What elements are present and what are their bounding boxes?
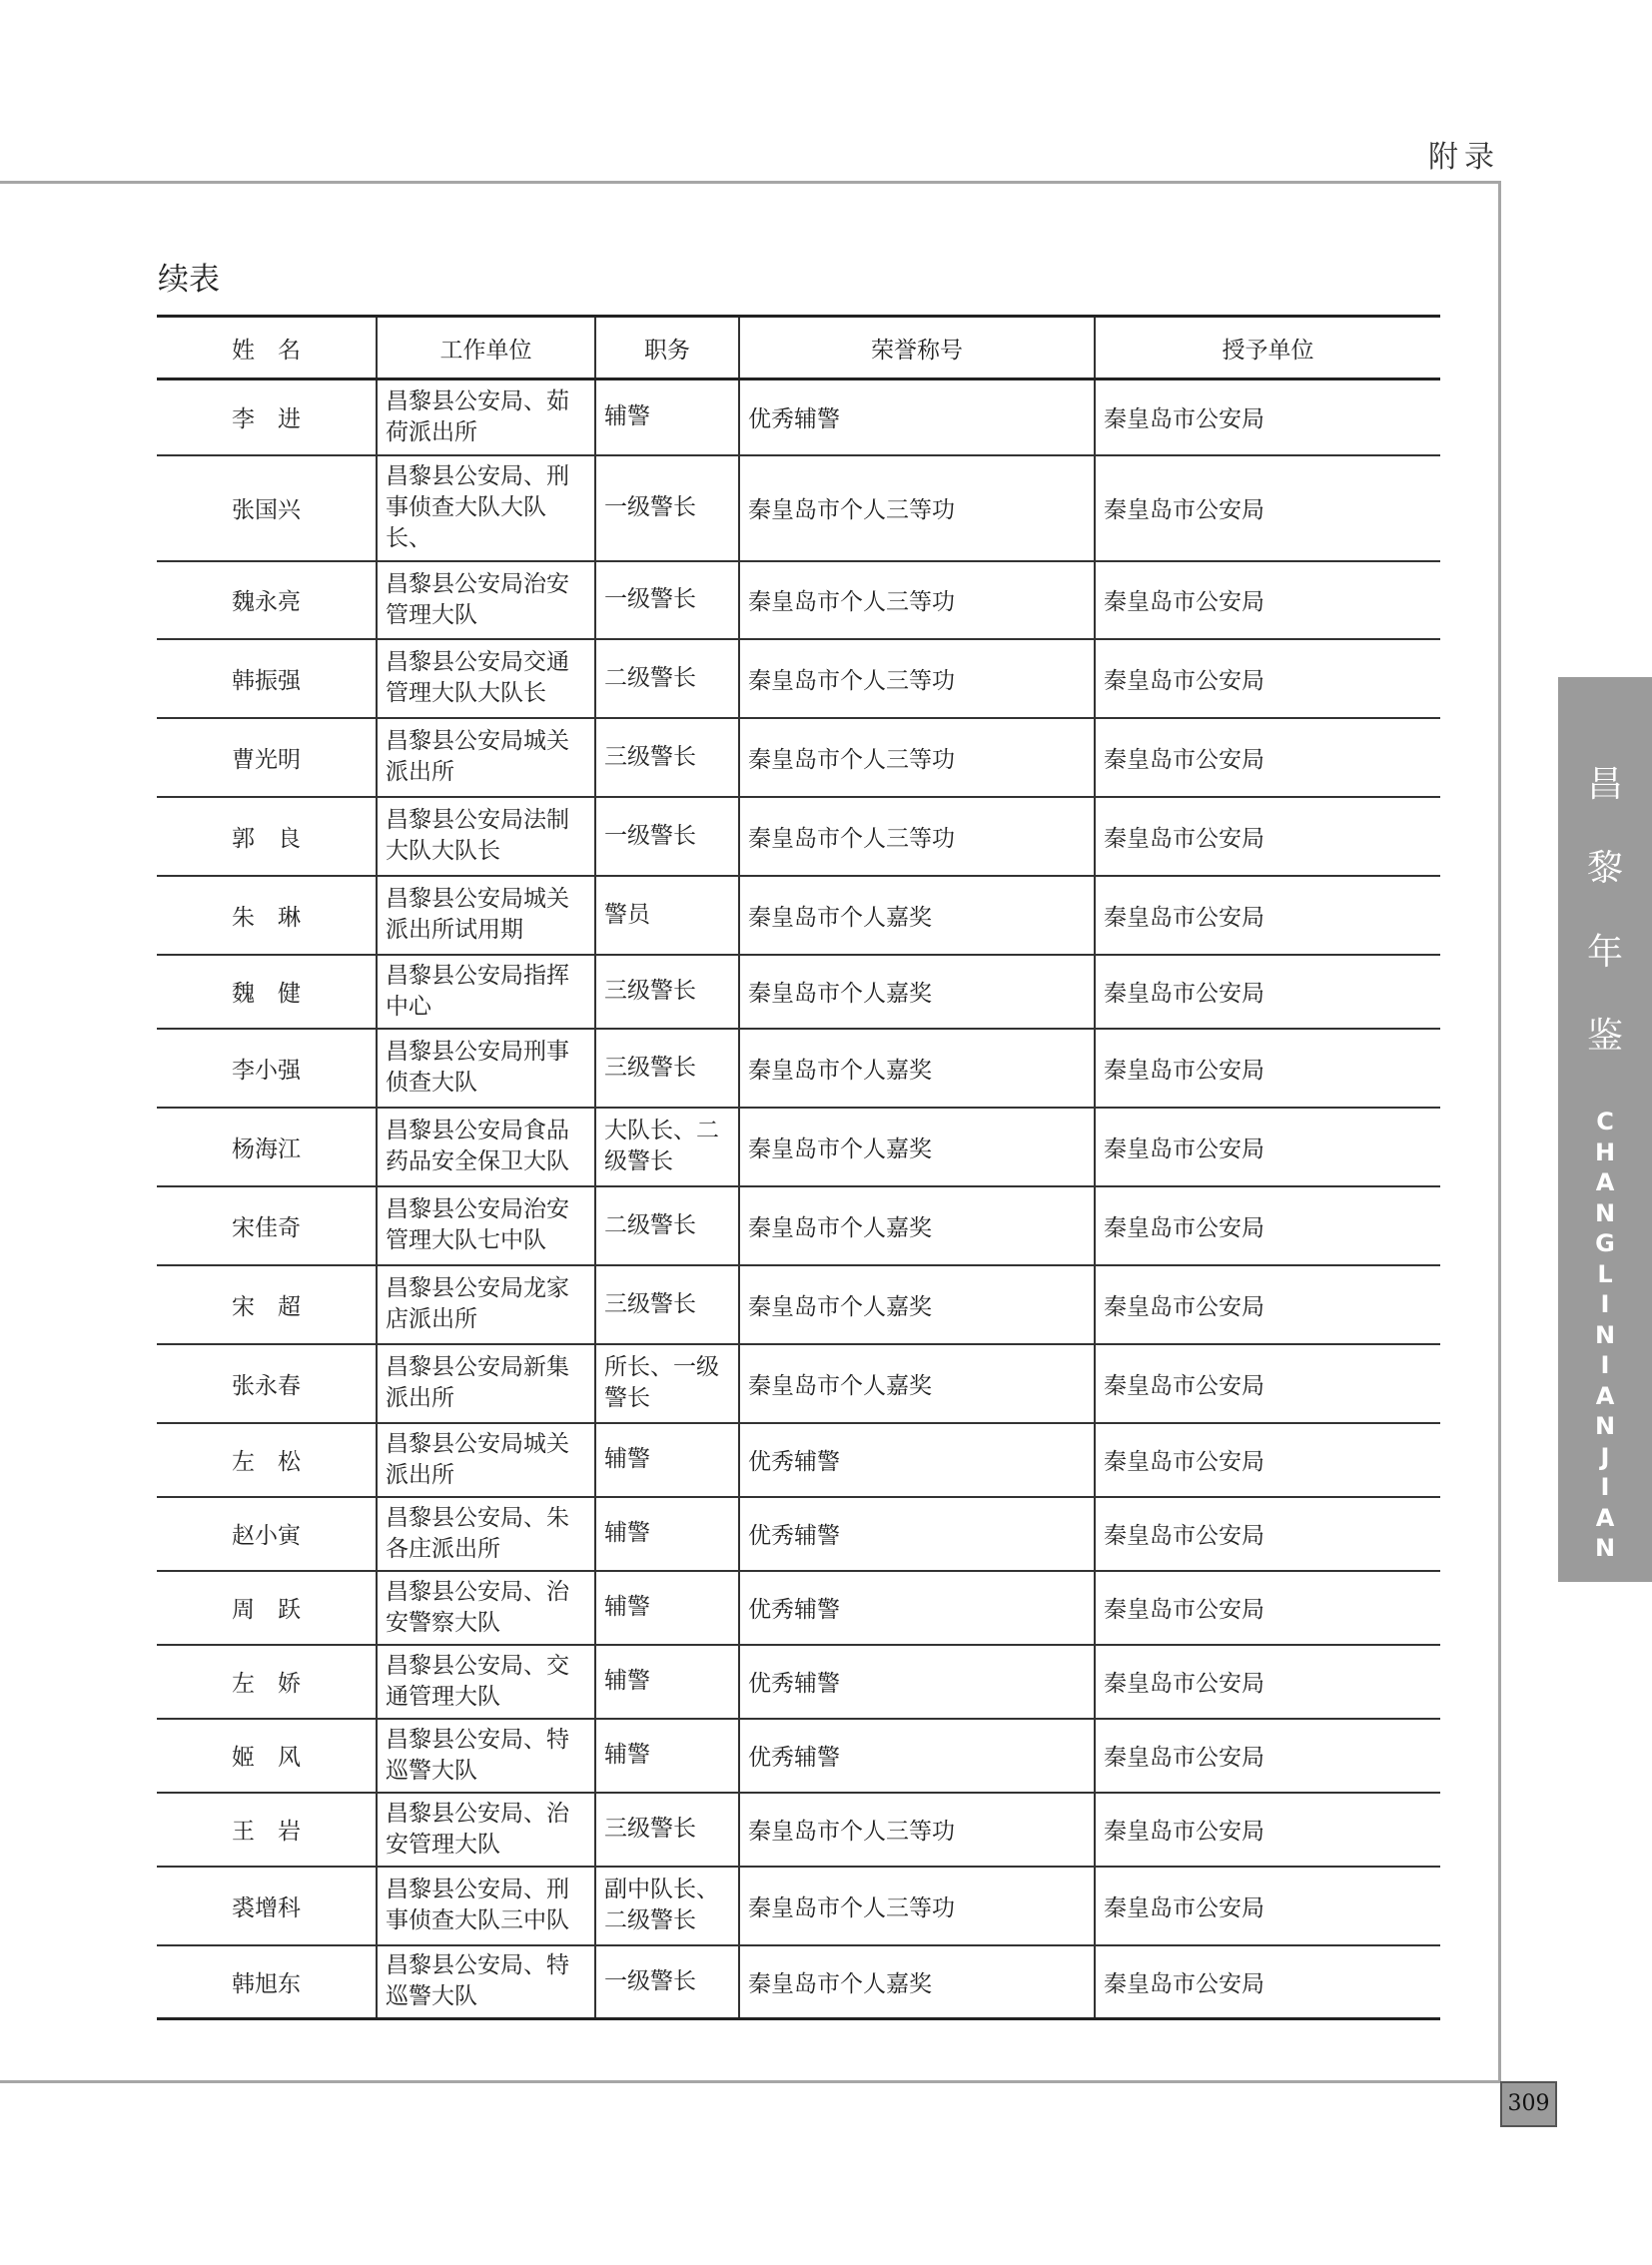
cell-name: 王 岩 — [157, 1793, 377, 1867]
cell-honor-title: 秦皇岛市个人嘉奖 — [739, 955, 1095, 1029]
cell-work-unit: 昌黎县公安局、交通管理大队 — [377, 1645, 595, 1719]
table-row — [157, 561, 1440, 639]
cell-honor-title: 秦皇岛市个人嘉奖 — [739, 1108, 1095, 1186]
cell-granting-unit: 秦皇岛市公安局 — [1095, 955, 1440, 1029]
cell-position: 所长、一级警长 — [595, 1344, 739, 1423]
side-tab-letter: A — [1595, 1381, 1615, 1410]
side-tab-letter: H — [1594, 1137, 1616, 1166]
cell-name: 宋佳奇 — [157, 1186, 377, 1265]
side-tab-letter: I — [1600, 1290, 1610, 1318]
cell-position: 一级警长 — [595, 1945, 739, 2019]
section-header-title: 附录 — [1428, 140, 1500, 175]
table-row — [157, 1265, 1440, 1344]
cell-name: 杨海江 — [157, 1108, 377, 1186]
cell-name: 张国兴 — [157, 455, 377, 561]
table-row — [157, 639, 1440, 718]
table-body — [157, 379, 1440, 2019]
side-tab-letter: N — [1594, 1534, 1616, 1562]
side-yearbook-tab — [1558, 677, 1652, 1582]
cell-granting-unit: 秦皇岛市公安局 — [1095, 1186, 1440, 1265]
side-tab-letter: A — [1595, 1503, 1615, 1532]
frame-bottom-line — [0, 2080, 1500, 2083]
table-row — [157, 1186, 1440, 1265]
side-tab-letter: N — [1594, 1198, 1616, 1227]
cell-position: 一级警长 — [595, 561, 739, 639]
cell-position: 辅警 — [595, 379, 739, 455]
table-row — [157, 1719, 1440, 1793]
cell-granting-unit: 秦皇岛市公安局 — [1095, 1265, 1440, 1344]
cell-work-unit: 昌黎县公安局法制大队大队长 — [377, 797, 595, 876]
side-tab-letter: I — [1600, 1473, 1610, 1501]
cell-honor-title: 秦皇岛市个人嘉奖 — [739, 1029, 1095, 1108]
side-tab-char: 昌 — [1586, 764, 1623, 805]
side-tab-char: 年 — [1586, 932, 1623, 973]
cell-name: 曹光明 — [157, 718, 377, 797]
side-tab-letter: C — [1596, 1108, 1614, 1135]
page-number: 309 — [1500, 2081, 1557, 2127]
cell-position: 一级警长 — [595, 455, 739, 561]
cell-granting-unit: 秦皇岛市公安局 — [1095, 1719, 1440, 1793]
cell-work-unit: 昌黎县公安局食品药品安全保卫大队 — [377, 1108, 595, 1186]
cell-granting-unit: 秦皇岛市公安局 — [1095, 1344, 1440, 1423]
cell-name: 魏永亮 — [157, 561, 377, 639]
cell-name: 韩振强 — [157, 639, 377, 718]
cell-name: 赵小寅 — [157, 1497, 377, 1571]
cell-honor-title: 秦皇岛市个人嘉奖 — [739, 1186, 1095, 1265]
cell-honor-title: 秦皇岛市个人嘉奖 — [739, 876, 1095, 955]
cell-honor-title: 秦皇岛市个人三等功 — [739, 561, 1095, 639]
cell-honor-title: 优秀辅警 — [739, 1645, 1095, 1719]
table-row — [157, 797, 1440, 876]
cell-position: 辅警 — [595, 1423, 739, 1497]
side-tab-letter: J — [1600, 1442, 1610, 1471]
side-tab-letter: L — [1597, 1259, 1613, 1288]
side-tab-letter: A — [1595, 1168, 1615, 1196]
cell-work-unit: 昌黎县公安局、刑事侦查大队大队长、 — [377, 455, 595, 561]
cell-work-unit: 昌黎县公安局城关派出所 — [377, 1423, 595, 1497]
cell-honor-title: 优秀辅警 — [739, 1497, 1095, 1571]
cell-position: 三级警长 — [595, 1029, 739, 1108]
cell-honor-title: 秦皇岛市个人三等功 — [739, 1867, 1095, 1945]
cell-granting-unit: 秦皇岛市公安局 — [1095, 1497, 1440, 1571]
cell-granting-unit: 秦皇岛市公安局 — [1095, 876, 1440, 955]
cell-granting-unit: 秦皇岛市公安局 — [1095, 639, 1440, 718]
cell-honor-title: 优秀辅警 — [739, 1423, 1095, 1497]
table-row — [157, 455, 1440, 561]
cell-honor-title: 秦皇岛市个人三等功 — [739, 797, 1095, 876]
header-work-unit: 工作单位 — [377, 317, 595, 379]
cell-name: 李小强 — [157, 1029, 377, 1108]
header-position: 职务 — [595, 317, 739, 379]
cell-position: 二级警长 — [595, 639, 739, 718]
cell-honor-title: 优秀辅警 — [739, 1719, 1095, 1793]
side-tab-letter: G — [1595, 1229, 1615, 1257]
cell-granting-unit: 秦皇岛市公安局 — [1095, 1571, 1440, 1645]
cell-granting-unit: 秦皇岛市公安局 — [1095, 1108, 1440, 1186]
cell-work-unit: 昌黎县公安局、刑事侦查大队三中队 — [377, 1867, 595, 1945]
cell-work-unit: 昌黎县公安局、朱各庄派出所 — [377, 1497, 595, 1571]
cell-position: 一级警长 — [595, 797, 739, 876]
cell-position: 警员 — [595, 876, 739, 955]
cell-honor-title: 秦皇岛市个人嘉奖 — [739, 1945, 1095, 2019]
cell-granting-unit: 秦皇岛市公安局 — [1095, 1867, 1440, 1945]
cell-honor-title: 秦皇岛市个人嘉奖 — [739, 1265, 1095, 1344]
cell-work-unit: 昌黎县公安局、茹荷派出所 — [377, 379, 595, 455]
cell-name: 左 松 — [157, 1423, 377, 1497]
header-honor-title: 荣誉称号 — [739, 317, 1095, 379]
cell-name: 郭 良 — [157, 797, 377, 876]
table-row — [157, 1344, 1440, 1423]
cell-honor-title: 优秀辅警 — [739, 379, 1095, 455]
cell-work-unit: 昌黎县公安局、治安警察大队 — [377, 1571, 595, 1645]
cell-honor-title: 秦皇岛市个人三等功 — [739, 455, 1095, 561]
cell-work-unit: 昌黎县公安局治安管理大队七中队 — [377, 1186, 595, 1265]
cell-granting-unit: 秦皇岛市公安局 — [1095, 379, 1440, 455]
table-row — [157, 1645, 1440, 1719]
cell-name: 姬 风 — [157, 1719, 377, 1793]
cell-work-unit: 昌黎县公安局、特巡警大队 — [377, 1945, 595, 2019]
cell-name: 韩旭东 — [157, 1945, 377, 2019]
cell-name: 张永春 — [157, 1344, 377, 1423]
cell-position: 三级警长 — [595, 1793, 739, 1867]
table-row — [157, 718, 1440, 797]
side-tab-letter: I — [1600, 1351, 1610, 1379]
table-row — [157, 1571, 1440, 1645]
table-row — [157, 876, 1440, 955]
cell-granting-unit: 秦皇岛市公安局 — [1095, 1423, 1440, 1497]
cell-position: 三级警长 — [595, 718, 739, 797]
frame-top-line — [0, 181, 1500, 184]
cell-position: 三级警长 — [595, 955, 739, 1029]
cell-position: 二级警长 — [595, 1186, 739, 1265]
table-header — [157, 317, 1440, 379]
cell-work-unit: 昌黎县公安局龙家店派出所 — [377, 1265, 595, 1344]
table-row — [157, 1423, 1440, 1497]
table-row — [157, 955, 1440, 1029]
header-granting-unit: 授予单位 — [1095, 317, 1440, 379]
cell-position: 三级警长 — [595, 1265, 739, 1344]
cell-granting-unit: 秦皇岛市公安局 — [1095, 561, 1440, 639]
cell-name: 裘增科 — [157, 1867, 377, 1945]
cell-work-unit: 昌黎县公安局城关派出所 — [377, 718, 595, 797]
honors-table — [157, 315, 1440, 2020]
cell-work-unit: 昌黎县公安局刑事侦查大队 — [377, 1029, 595, 1108]
cell-name: 周 跃 — [157, 1571, 377, 1645]
cell-work-unit: 昌黎县公安局交通管理大队大队长 — [377, 639, 595, 718]
cell-position: 大队长、二级警长 — [595, 1108, 739, 1186]
cell-position: 辅警 — [595, 1719, 739, 1793]
side-tab-letter: N — [1594, 1412, 1616, 1440]
cell-work-unit: 昌黎县公安局、特巡警大队 — [377, 1719, 595, 1793]
cell-name: 宋 超 — [157, 1265, 377, 1344]
table-caption: 续表 — [158, 262, 220, 298]
cell-granting-unit: 秦皇岛市公安局 — [1095, 1945, 1440, 2019]
table-row — [157, 1029, 1440, 1108]
cell-honor-title: 秦皇岛市个人三等功 — [739, 718, 1095, 797]
side-tab-english-title — [1558, 1107, 1652, 1564]
cell-honor-title: 秦皇岛市个人三等功 — [739, 1793, 1095, 1867]
cell-honor-title: 优秀辅警 — [739, 1571, 1095, 1645]
side-tab-char: 鉴 — [1586, 1016, 1623, 1057]
side-tab-letter: N — [1594, 1320, 1616, 1349]
table-row — [157, 1793, 1440, 1867]
cell-honor-title: 秦皇岛市个人嘉奖 — [739, 1344, 1095, 1423]
cell-granting-unit: 秦皇岛市公安局 — [1095, 455, 1440, 561]
cell-work-unit: 昌黎县公安局指挥中心 — [377, 955, 595, 1029]
cell-granting-unit: 秦皇岛市公安局 — [1095, 718, 1440, 797]
table-row — [157, 1497, 1440, 1571]
cell-name: 朱 琳 — [157, 876, 377, 955]
cell-work-unit: 昌黎县公安局、治安管理大队 — [377, 1793, 595, 1867]
cell-name: 左 娇 — [157, 1645, 377, 1719]
cell-granting-unit: 秦皇岛市公安局 — [1095, 1793, 1440, 1867]
side-tab-char: 黎 — [1586, 848, 1623, 889]
cell-work-unit: 昌黎县公安局城关派出所试用期 — [377, 876, 595, 955]
cell-name: 李 进 — [157, 379, 377, 455]
cell-granting-unit: 秦皇岛市公安局 — [1095, 1029, 1440, 1108]
cell-work-unit: 昌黎县公安局新集派出所 — [377, 1344, 595, 1423]
frame-right-line — [1498, 181, 1501, 2082]
table-row — [157, 379, 1440, 455]
cell-position: 副中队长、二级警长 — [595, 1867, 739, 1945]
side-tab-chinese-title — [1558, 765, 1652, 1101]
table-row — [157, 1945, 1440, 2019]
table-row — [157, 1867, 1440, 1945]
cell-name: 魏 健 — [157, 955, 377, 1029]
table-header-row — [157, 317, 1440, 379]
cell-position: 辅警 — [595, 1571, 739, 1645]
cell-granting-unit: 秦皇岛市公安局 — [1095, 1645, 1440, 1719]
cell-position: 辅警 — [595, 1645, 739, 1719]
header-name: 姓 名 — [157, 317, 377, 379]
cell-work-unit: 昌黎县公安局治安管理大队 — [377, 561, 595, 639]
cell-granting-unit: 秦皇岛市公安局 — [1095, 797, 1440, 876]
cell-honor-title: 秦皇岛市个人三等功 — [739, 639, 1095, 718]
cell-position: 辅警 — [595, 1497, 739, 1571]
table-row — [157, 1108, 1440, 1186]
